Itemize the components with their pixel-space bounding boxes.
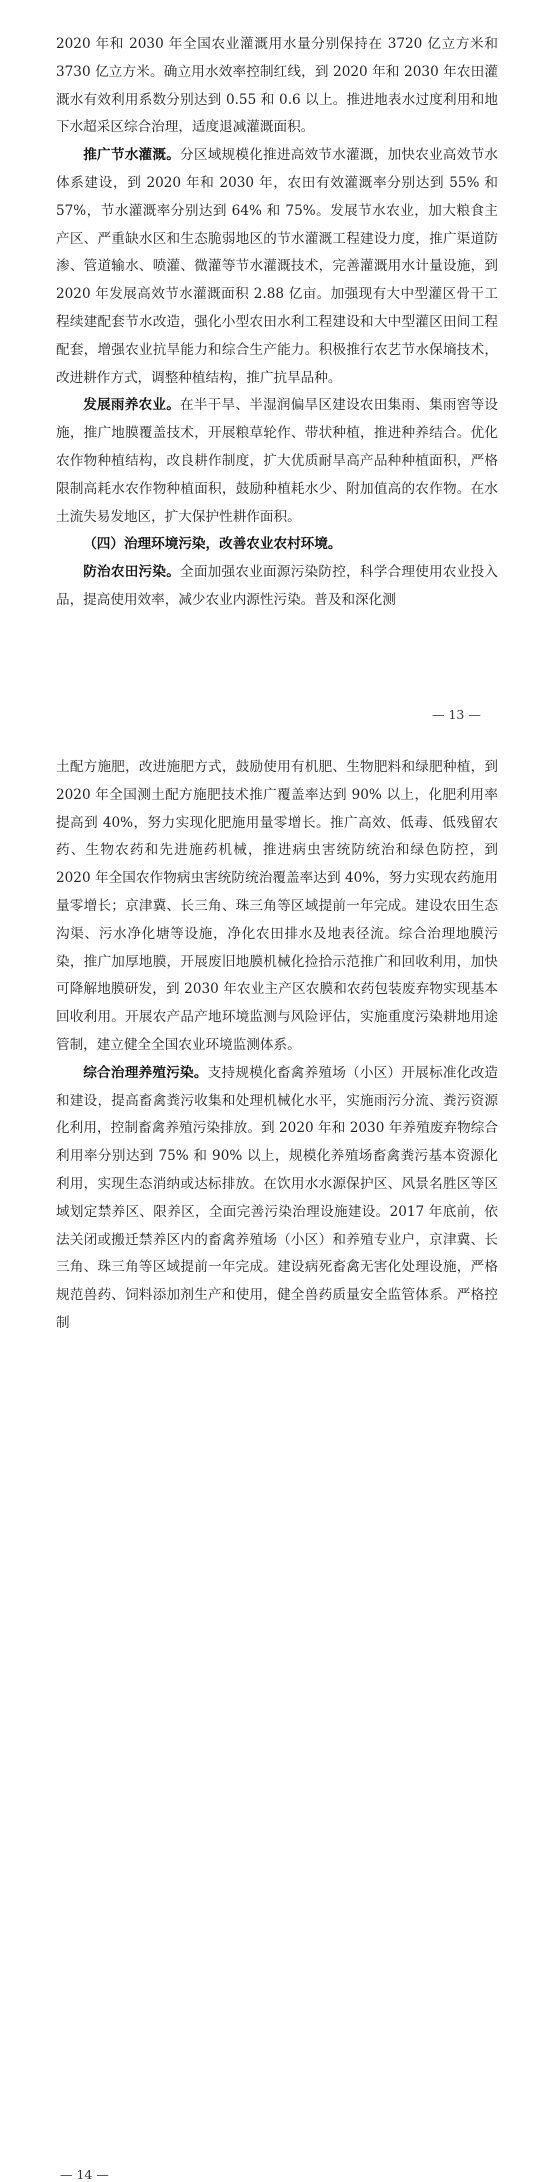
paragraph-lead-rainfed-agriculture: 发展雨养农业。 bbox=[83, 397, 181, 414]
paragraph-rainfed-agriculture bbox=[56, 392, 498, 531]
paragraph-body-farmland-pollution: 全面加强农业面源污染防控，科学合理使用农业投入品，提高使用效率，减少农业内源性污染。普及和深化测 bbox=[56, 564, 499, 608]
paragraph-body-water-saving-irrigation: 分区域规模化推进高效节水灌溉，加快农业高效节水体系建设，到 2020 年和 2030 年，农田有效灌溉率分别达到 55% 和 57%，节水灌溉率分别达到 64% 和 75%。发展节水农业，加大粮食主产区、严重缺水区和生态脆弱地区的节水灌溉工程建设力度，推广渠道防渗、管道输水、喷灌、微灌等节水灌溉技术，完善灌溉用水计量设施，到 2020 年发展高效节水灌溉面积 2.88 亿亩。加强现有大中型灌区骨干工程续建配套节水改造，强化小型农田水利工程建设和大中型灌区田间工程配套，增强农业抗旱能力和综合生产能力。积极推行农艺节水保墒技术，改进耕作方式，调整种植结构，推广抗旱品种。 bbox=[56, 147, 499, 386]
paragraph-body-livestock-pollution: 支持规模化畜禽养殖场（小区）开展标准化改造和建设，提高畜禽粪污收集和处理机械化水平，实施雨污分流、粪污资源化利用，控制畜禽养殖污染排放。到 2020 年和 2030 年养殖废弃物综合利用率分别达到 75% 和 90% 以上，规模化养殖场畜禽粪污基本资源化利用，实现生态消纳或达标排放。在饮用水水源保护区、风景名胜区等区域划定禁养区、限养区，全面完善污染治理设施建设。2017 年底前，依法关闭或搬迁禁养区内的畜禽养殖场（小区）和养殖专业户，京津冀、长三角、珠三角等区域提前一年完成。建设病死畜禽无害化处理设施，严格规范兽药、饲料添加剂生产和使用，健全兽药质量安全监管体系。严格控制 bbox=[56, 1064, 498, 1331]
paragraph-irrigation-water-quota: 2020 年和 2030 年全国农业灌溉用水量分别保持在 3720 亿立方米和 3730 亿立方米。确立用水效率控制红线，到 2020 年和 2030 年农田灌溉水有效利用系数分别达到 0.55 和 0.6 以上。推进地表水过度利用和地下水超采区综合治理，适度退减灌溉面积。 bbox=[56, 36, 498, 136]
page-number-14: — 14 — bbox=[60, 2167, 109, 2182]
document-page-14 bbox=[0, 745, 554, 2182]
paragraph-lead-water-saving-irrigation: 推广节水灌溉。 bbox=[83, 147, 181, 164]
section-heading-environment: （四）治理环境污染，改善农业农村环境。 bbox=[83, 536, 342, 553]
paragraph-water-saving-irrigation bbox=[56, 142, 498, 392]
paragraph-lead-farmland-pollution: 防治农田污染。 bbox=[83, 564, 181, 581]
paragraph-body-rainfed-agriculture: 在半干旱、半湿润偏旱区建设农田集雨、集雨窖等设施，推广地膜覆盖技术，开展粮草轮作、带状种植，推进种养结合。优化农作物种植结构，改良耕作制度，扩大优质耐旱高产品种种植面积，严格限制高耗水农作物种植面积，鼓励种植耗水少、附加值高的农作物。在水土流失易发地区，扩大保护性耕作面积。 bbox=[56, 397, 499, 525]
page-number-13: — 13 — bbox=[432, 707, 481, 722]
page-13-body bbox=[56, 31, 498, 615]
paragraph-lead-livestock-pollution: 综合治理养殖污染。 bbox=[83, 1064, 208, 1081]
document-page-13 bbox=[0, 0, 554, 722]
paragraph-livestock-pollution bbox=[56, 1060, 498, 1338]
paragraph-fertilizer-pesticide: 土配方施肥，改进施肥方式，鼓励使用有机肥、生物肥料和绿肥种植，到 2020 年全国测土配方施肥技术推广覆盖率达到 90% 以上，化肥利用率提高到 40%，努力实现化肥施用量零增长。推广高效、低毒、低残留农药、生物农药和先进施药机械，推进病虫害统防统治和绿色防控，到 2020 年全国农作物病虫害统防统治覆盖率达到 40%，努力实现农药施用量零增长；京津冀、长三角、珠三角等区域提前一年完成。建设农田生态沟渠、污水净化塘等设施，净化农田排水及地表径流。综合治理地膜污染，推广加厚地膜，开展废旧地膜机械化捡拾示范推广和回收利用，加快可降解地膜研发，到 2030 年农业主产区农膜和农药包装废弃物实现基本回收利用。开展农产品产地环境监测与风险评估，实施重度污染耕地用途管制，建立健全全国农业环境监测体系。 bbox=[56, 759, 498, 1053]
page-14-body bbox=[56, 754, 498, 1338]
paragraph-farmland-pollution bbox=[56, 559, 498, 615]
